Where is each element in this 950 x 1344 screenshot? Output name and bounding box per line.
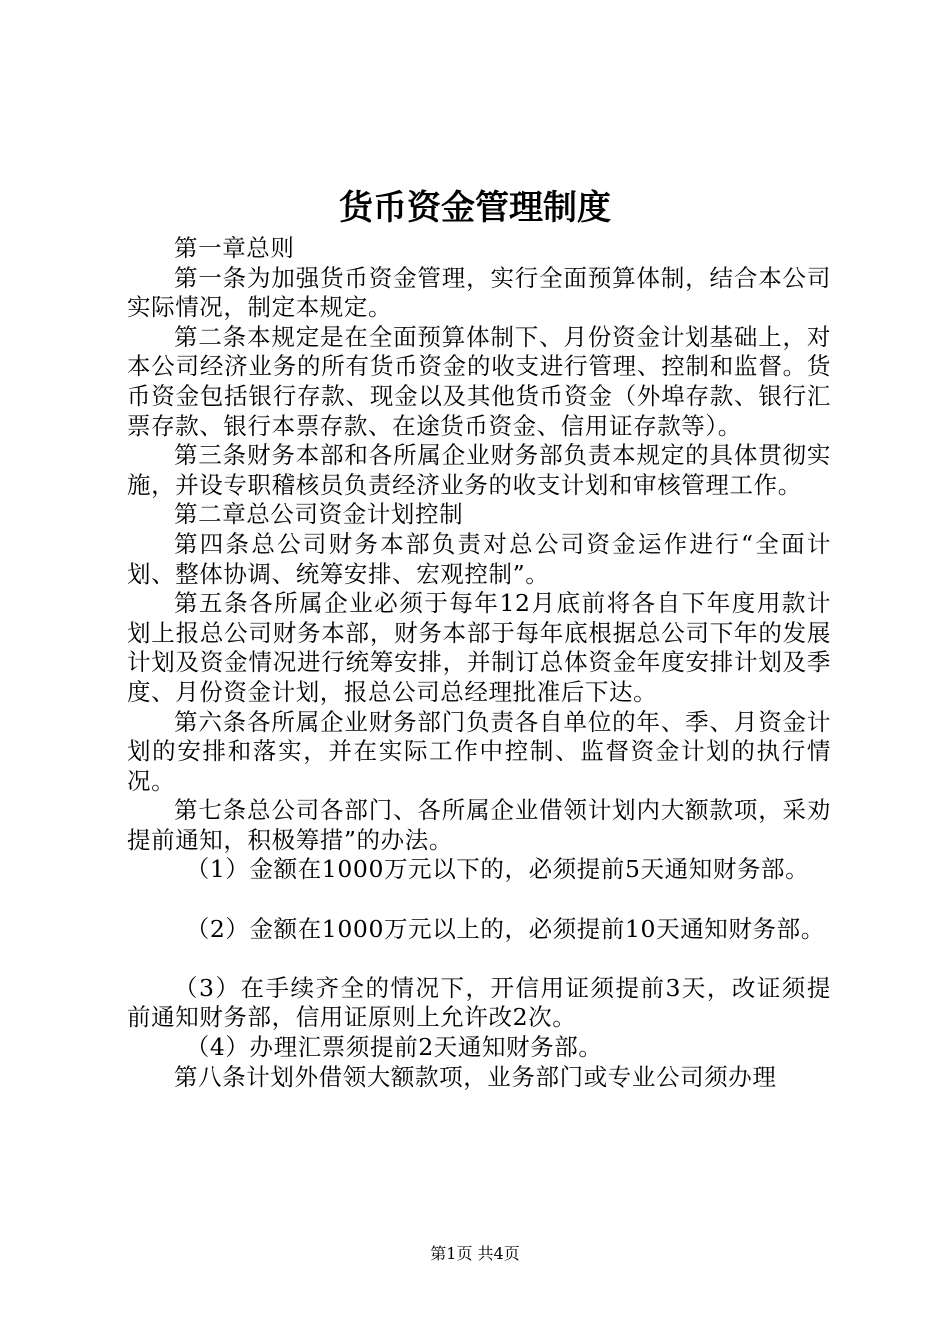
article-paragraph: 第六条各所属企业财务部门负责各自单位的年、季、月资金计划的安排和落实，并在实际工作中控制、监督资金计划的执行情况。: [127, 707, 831, 795]
list-item: （4）办理汇票须提前2天通知财务部。: [185, 1033, 603, 1062]
chapter-heading: 第一章总则: [174, 234, 295, 262]
list-item: （1）金额在1000万元以下的，必须提前5天通知财务部。: [185, 855, 810, 884]
chapter-heading: 第二章总公司资金计划控制: [174, 500, 464, 529]
article-paragraph: 第五条各所属企业必须于每年12月底前将各自下年度用款计划上报总公司财务本部，财务本部于每年底根据总公司下年的发展计划及资金情况进行统筹安排，并制订总体资金年度安排计划及季度、月份资金计划，报总公司总经理批准后下达。: [127, 589, 831, 706]
article-paragraph: 第二条本规定是在全面预算体制下、月份资金计划基础上，对本公司经济业务的所有货币资金的收支进行管理、控制和监督。货币资金包括银行存款、现金以及其他货币资金（外埠存款、银行汇票存款、银行本票存款、在途货币资金、信用证存款等）。: [127, 322, 831, 440]
article-paragraph: 第一条为加强货币资金管理，实行全面预算体制，结合本公司实际情况，制定本规定。: [127, 263, 831, 322]
document-title: 货币资金管理制度: [339, 188, 611, 228]
article-paragraph: 第三条财务本部和各所属企业财务部负责本规定的具体贯彻实施，并设专职稽核员负责经济业务的收支计划和审核管理工作。: [127, 441, 831, 499]
page-footer: 第1页 共4页: [430, 1244, 520, 1263]
article-paragraph: 第四条总公司财务本部负责对总公司资金运作进行“全面计划、整体协调、统筹安排、宏观控制”。: [127, 529, 831, 588]
list-item: （3）在手续齐全的情况下，开信用证须提前3天，改证须提前通知财务部，信用证原则上允许改2次。: [127, 973, 831, 1032]
article-paragraph: 第七条总公司各部门、各所属企业借领计划内大额款项，采劝提前通知，积极筹措”的办法。: [127, 796, 831, 854]
article-paragraph: 第八条计划外借领大额款项，业务部门或专业公司须办理: [174, 1062, 777, 1091]
list-item: （2）金额在1000万元以上的，必须提前10天通知财务部。: [185, 914, 825, 943]
document-body: [127, 234, 831, 1092]
